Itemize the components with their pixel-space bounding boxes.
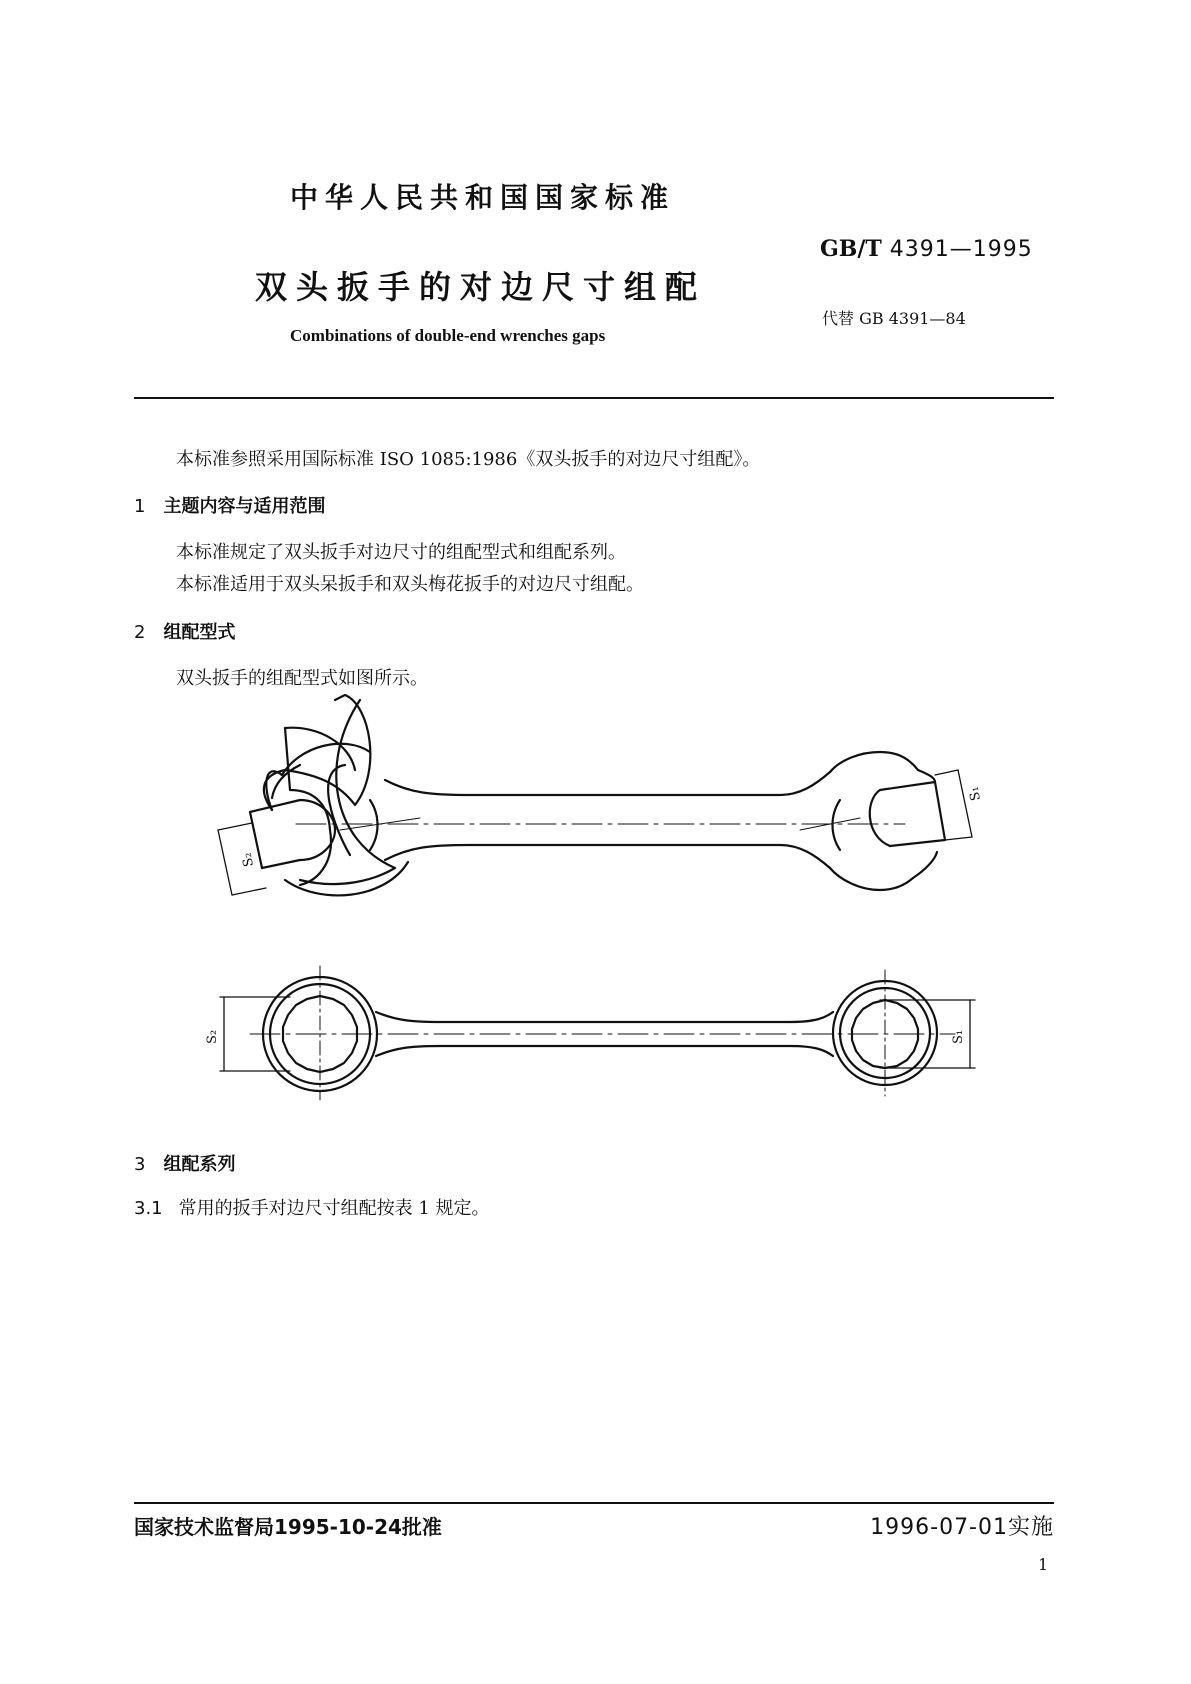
box-wrench-s1-label: S₁ — [951, 1029, 966, 1044]
approval-date: 国家技术监督局1995-10-24批准 — [134, 1515, 442, 1539]
open-end-wrench-drawing — [218, 695, 972, 895]
section-1-paragraph-2: 本标准适用于双头呆扳手和双头梅花扳手的对边尺寸组配。 — [176, 574, 644, 595]
section-1-number: 1 — [134, 496, 146, 517]
section-3-heading — [134, 1150, 235, 1176]
section-3-number: 3 — [134, 1154, 146, 1175]
section-2-paragraph-1: 双头扳手的组配型式如图所示。 — [176, 668, 428, 689]
section-1-paragraph-1: 本标准规定了双头扳手对边尺寸的组配型式和组配系列。 — [176, 542, 626, 563]
box-wrench-s2-label: S₂ — [205, 1029, 220, 1044]
section-2-number: 2 — [134, 622, 146, 643]
intro-paragraph: 本标准参照采用国际标准 ISO 1085:1986《双头扳手的对边尺寸组配》。 — [176, 449, 761, 470]
section-2-title: 组配型式 — [163, 622, 236, 643]
document-title-cn: 双头扳手的对边尺寸组配 — [255, 268, 707, 306]
section-1-title: 主题内容与适用范围 — [163, 496, 326, 517]
section-3-title: 组配系列 — [163, 1154, 236, 1175]
section-3-1-number: 3.1 — [134, 1198, 163, 1219]
open-wrench-s2-label: S₂ — [239, 851, 257, 868]
footer-divider — [134, 1502, 1054, 1504]
page-number: 1 — [1038, 1555, 1049, 1574]
document-title-en: Combinations of double-end wrenches gaps — [290, 326, 606, 345]
effective-date: 1996-07-01实施 — [870, 1515, 1054, 1540]
replaces-note: 代替 GB 4391—84 — [822, 309, 966, 328]
open-wrench-s1-label: S₁ — [966, 785, 984, 802]
section-3-1-text: 常用的扳手对边尺寸组配按表 1 规定。 — [178, 1198, 490, 1219]
national-standard-heading: 中华人民共和国国家标准 — [290, 181, 676, 214]
standard-code: 4391—1995 — [889, 237, 1033, 262]
standard-prefix: GB/T — [820, 236, 882, 262]
box-end-wrench-drawing — [220, 966, 975, 1100]
section-3-1-paragraph — [134, 1194, 490, 1220]
